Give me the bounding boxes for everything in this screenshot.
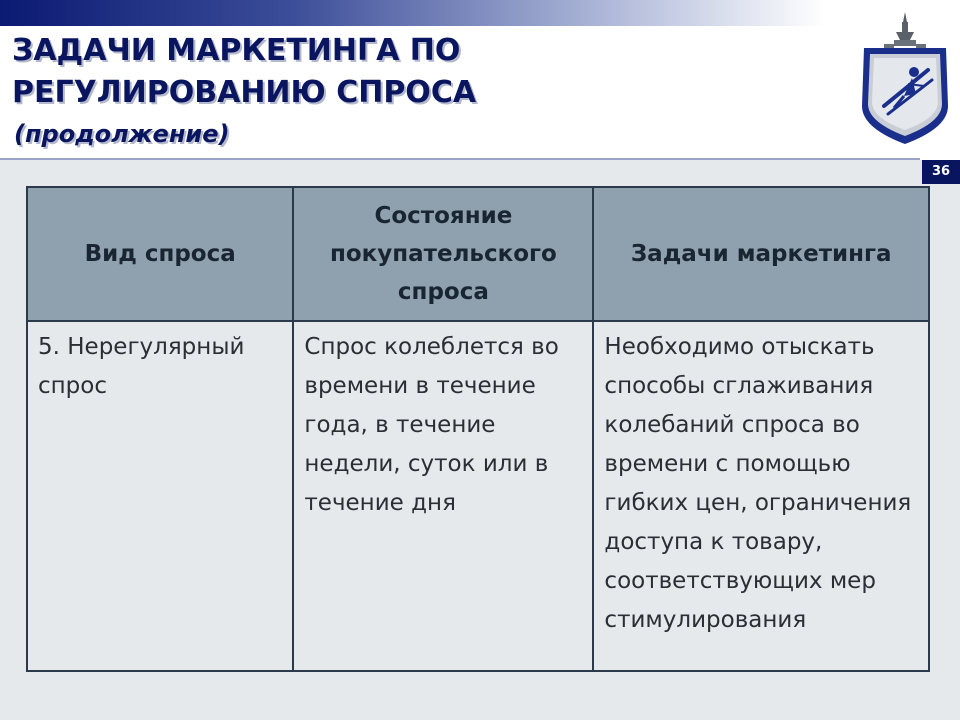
title-line-1: ЗАДАЧИ МАРКЕТИНГА ПО: [12, 33, 461, 68]
header-demand-type: Вид спроса: [27, 187, 293, 321]
slide-title: [12, 30, 476, 114]
cell-demand-state: Спрос колеблется во времени в течение года, в течение недели, суток или в течение дня: [293, 321, 593, 671]
table-row: [27, 321, 929, 671]
university-emblem-icon: [858, 10, 952, 150]
slide-subtitle: (продолжение): [14, 120, 230, 148]
header-marketing-tasks: Задачи маркетинга: [593, 187, 929, 321]
header-demand-state: Состояние покупательского спроса: [293, 187, 593, 321]
cell-demand-type: 5. Нерегулярный спрос: [27, 321, 293, 671]
title-line-2: РЕГУЛИРОВАНИЮ СПРОСА: [12, 75, 477, 110]
table-header-row: [27, 187, 929, 321]
demand-tasks-table: [26, 186, 930, 672]
cell-marketing-tasks: Необходимо отыскать способы сглаживания колебаний спроса во времени с помощью гибких цен, ограничения доступа к товару, соответствующих мер стимулирования: [593, 321, 929, 671]
header-divider: [0, 158, 920, 160]
top-gradient-bar: [0, 0, 960, 26]
page-number: 36: [922, 160, 960, 184]
